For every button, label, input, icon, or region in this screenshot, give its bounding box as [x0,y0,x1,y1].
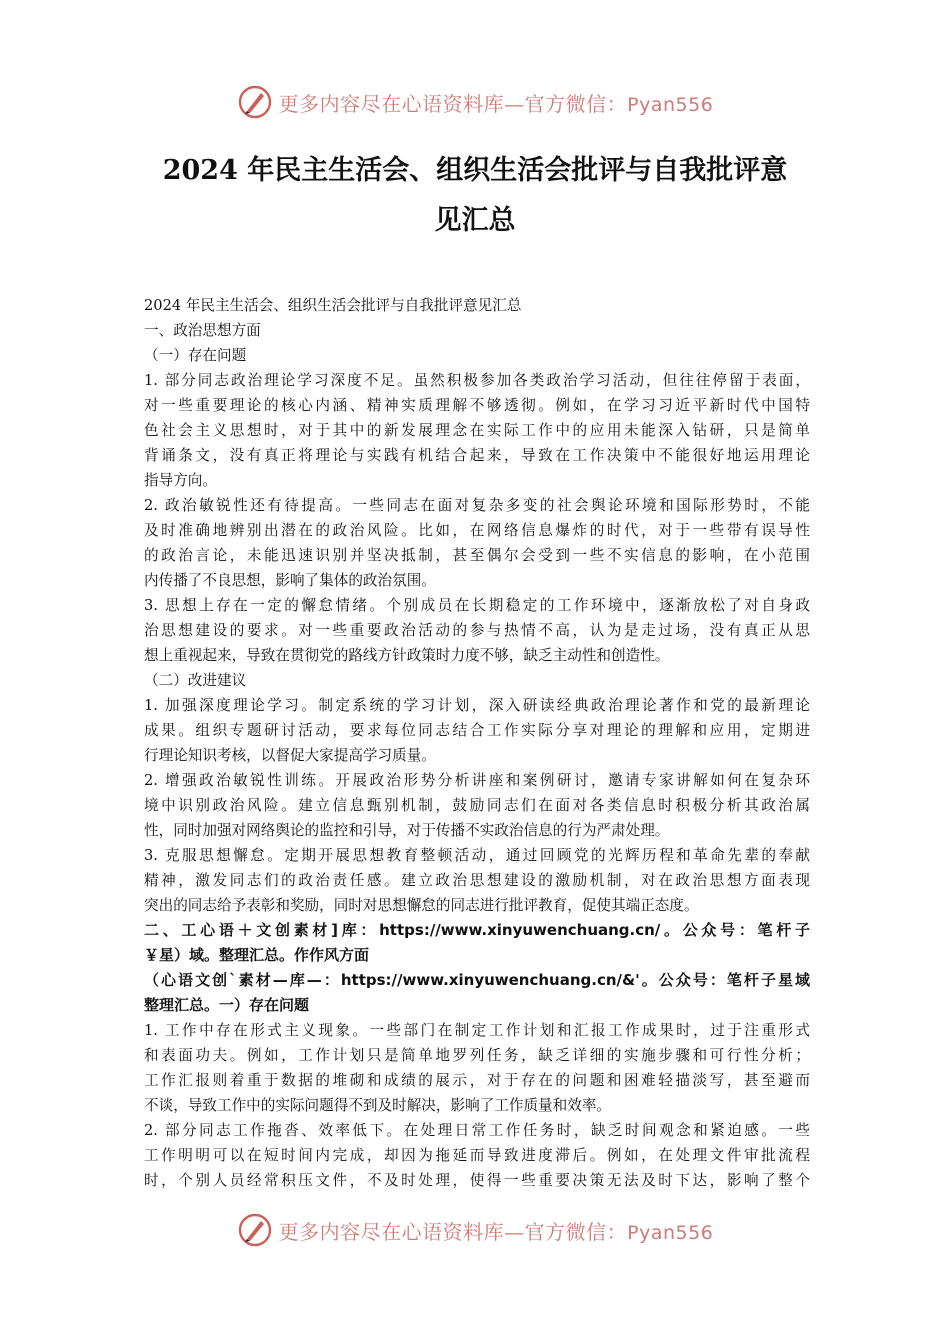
body-line: 色社会主义思想时，对于其中的新发展理念在实际工作中的应用未能深入钻研，只是简单 [144,422,810,439]
body-line: 内传播了不良思想，影响了集体的政治氛围。 [144,572,436,589]
body-line: 行理论知识考核，以督促大家提高学习质量。 [144,747,436,764]
pen-logo-icon [237,1212,273,1248]
body-line: 工作汇报则着重于数据的堆砌和成绩的展示，对于存在的问题和困难轻描淡写，甚至避而 [144,1072,810,1089]
body-line: 想上重视起来，导致在贯彻党的路线方针政策时力度不够，缺乏主动性和创造性。 [144,647,670,664]
body-line: 背诵条文，没有真正将理论与实践有机结合起来，导致在工作决策中不能很好地运用理论 [144,447,810,464]
body-line: 成果。组织专题研讨活动，要求每位同志结合工作实际分享对理论的理解和应用，定期进 [144,722,810,739]
body-line: 1. 工作中存在形式主义现象。一些部门在制定工作计划和汇报工作成果时，过于注重形式 [144,1022,810,1039]
body-line: 及时准确地辨别出潜在的政治风险。比如，在网络信息爆炸的时代，对于一些带有误导性 [144,522,810,539]
section-heading-with-ad: 整理汇总。一）存在问题 [144,996,310,1014]
document-title-line-2: 见汇总 [434,205,516,236]
watermark-wechat-id: Pyan556 [627,93,714,116]
body-line: 不谈，导致工作中的实际问题得不到及时解决，影响了工作质量和效率。 [144,1097,612,1114]
document-body [144,293,810,1193]
body-line: 和表面功夫。例如，工作计划只是简单地罗列任务，缺乏详细的实施步骤和可行性分析； [144,1047,810,1064]
watermark-wechat-id: Pyan556 [627,1221,714,1244]
body-line: 精神，激发同志们的政治责任感。建立政治思想建设的激励机制，对在政治思想方面表现 [144,872,810,889]
body-line: 2. 增强政治敏锐性训练。开展政治形势分析讲座和案例研讨，邀请专家讲解如何在复杂环 [144,772,810,789]
body-line: 对一些重要理论的核心内涵、精神实质理解不够透彻。例如，在学习习近平新时代中国特 [144,397,810,414]
subsection-heading: （二）改进建议 [144,672,247,689]
footer-watermark-banner [0,1208,950,1252]
body-line: 1. 加强深度理论学习。制定系统的学习计划，深入研读经典政治理论著作和党的最新理论 [144,697,810,714]
watermark-text [279,88,714,117]
body-line: 的政治言论，未能迅速识别并坚决抵制，甚至偶尔会受到一些不实信息的影响，在小范围 [144,547,810,564]
section-heading-with-ad: （心语文创`素材—库—：https://www.xinyuwenchuang.cn/&'。公众号：笔杆子星域 [144,971,810,989]
section-heading: 一、政治思想方面 [144,322,261,339]
body-line: 时，个别人员经常积压文件，不及时处理，使得一些重要决策无法及时下达，影响了整个 [144,1172,810,1189]
section-heading-with-ad: 二、工心语＋文创素材]库：https://www.xinyuwenchuang.cn/。公众号：笔杆子 [144,921,810,939]
body-line: 3. 思想上存在一定的懈怠情绪。个别成员在长期稳定的工作环境中，逐渐放松了对自身政 [144,597,810,614]
pen-logo-icon [237,84,273,120]
body-line: 3. 克服思想懈怠。定期开展思想教育整顿活动，通过回顾党的光辉历程和革命先辈的奉献 [144,847,810,864]
section-heading-with-ad: ￥星）域。整理汇总。作作风方面 [144,946,370,964]
body-line: 2024 年民主生活会、组织生活会批评与自我批评意见汇总 [144,297,522,314]
body-line: 工作明明可以在短时间内完成，却因为拖延而导致进度滞后。例如，在处理文件审批流程 [144,1147,810,1164]
body-line: 治思想建设的要求。对一些重要政治活动的参与热情不高，认为是走过场，没有真正从思 [144,622,810,639]
document-title [120,146,830,246]
body-line: 境中识别政治风险。建立信息甄别机制，鼓励同志们在面对各类信息时积极分析其政治属 [144,797,810,814]
body-line: 2. 部分同志工作拖沓、效率低下。在处理日常工作任务时，缺乏时间观念和紧迫感。一些 [144,1122,810,1139]
body-line: 1. 部分同志政治理论学习深度不足。虽然积极参加各类政治学习活动，但往往停留于表面， [144,372,810,389]
header-watermark-banner [0,80,950,124]
body-line: 突出的同志给予表彰和奖励，同时对思想懈怠的同志进行批评教育，促使其端正态度。 [144,897,699,914]
watermark-text [279,1216,714,1245]
subsection-heading: （一）存在问题 [144,347,247,364]
watermark-label: 更多内容尽在心语资料库—官方微信： [278,1219,628,1244]
body-line: 性，同时加强对网络舆论的监控和引导，对于传播不实政治信息的行为严肃处理。 [144,822,670,839]
watermark-label: 更多内容尽在心语资料库—官方微信： [278,91,628,116]
document-title-line-1: 2024 年民主生活会、组织生活会批评与自我批评意 [162,155,788,186]
body-line: 2. 政治敏锐性还有待提高。一些同志在面对复杂多变的社会舆论环境和国际形势时，不能 [144,497,810,514]
body-line: 指导方向。 [144,472,217,489]
